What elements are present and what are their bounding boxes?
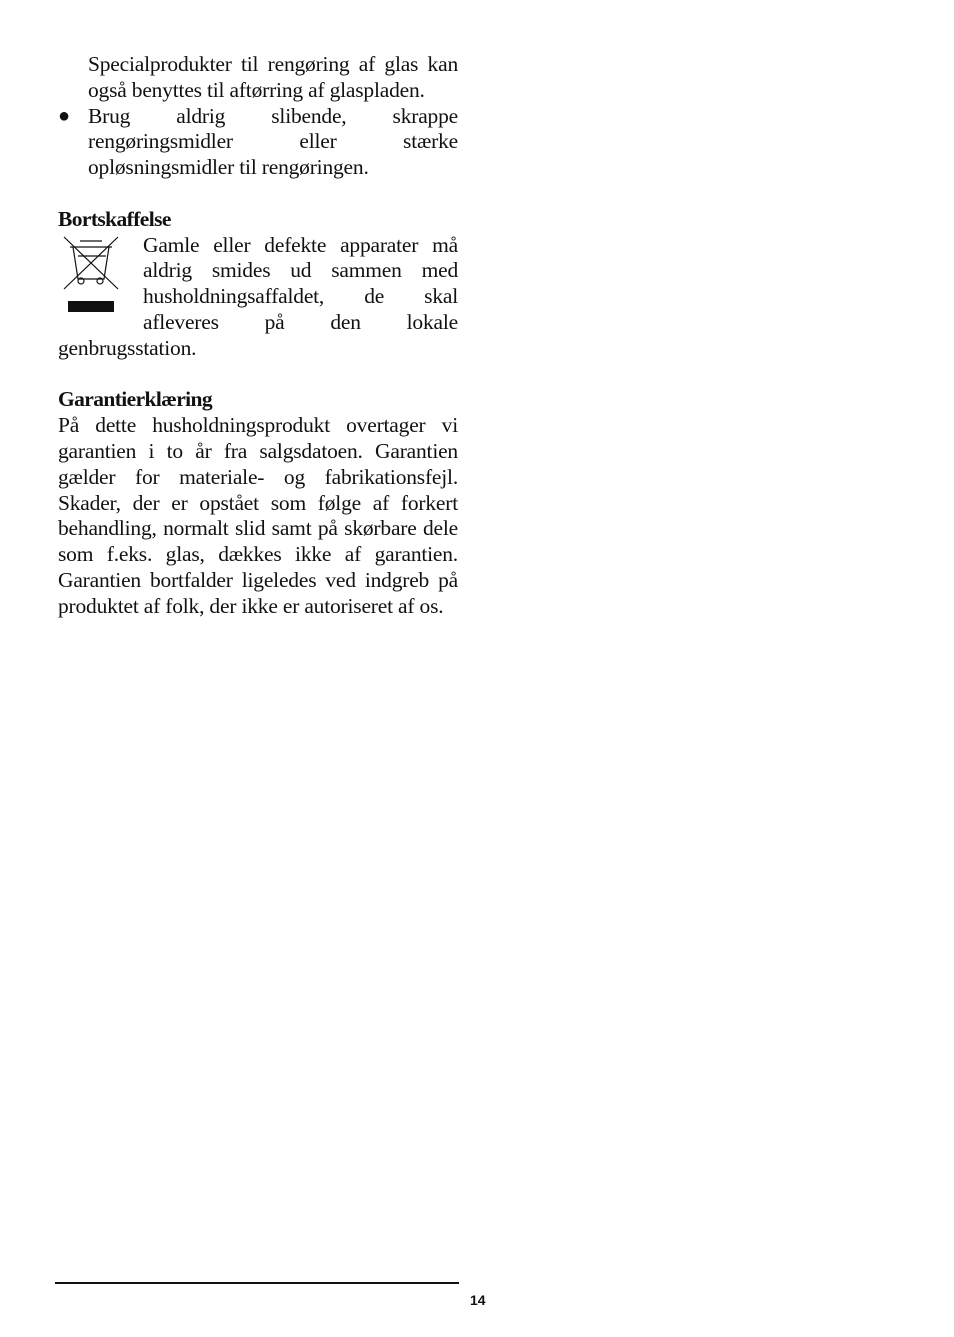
warranty-text: På dette husholdningsprodukt overtager vi garantien i to år fra salgsdatoen. Garantien gælder for materiale- og fabrikationsfejl. Skader, der er opstået som følge af forkert behandling, normalt slid samt på skørbare dele som f.eks. glas, dækkes ikke af garantien. Garantien bortfalder ligeledes ved indgreb på produktet af folk, der ikke er autoriseret af os. — [58, 413, 458, 618]
bullet-item-text: Brug aldrig slibende, skrappe rengøringsmidler eller stærke opløsningsmidler til rengøringen. — [88, 103, 458, 180]
disposal-text: Gamle eller defekte apparater må aldrig smides ud sammen med husholdningsaffaldet, de skal afleveres på den lokale genbrugsstation. — [58, 232, 458, 360]
text-column — [58, 52, 458, 620]
warranty-heading: Garantierklæring — [58, 387, 213, 412]
disposal-section — [58, 233, 458, 362]
bullet-dot-icon: ● — [58, 104, 70, 127]
page-number: 14 — [470, 1292, 486, 1308]
bullet-item — [58, 104, 458, 181]
crossed-out-wheelie-bin-icon — [58, 235, 124, 315]
disposal-heading: Bortskaffelse — [58, 206, 171, 231]
footer-divider — [55, 1282, 459, 1284]
continuation-paragraph: Specialprodukter til rengøring af glas kan også benyttes til aftørring af glaspladen. — [88, 52, 458, 102]
